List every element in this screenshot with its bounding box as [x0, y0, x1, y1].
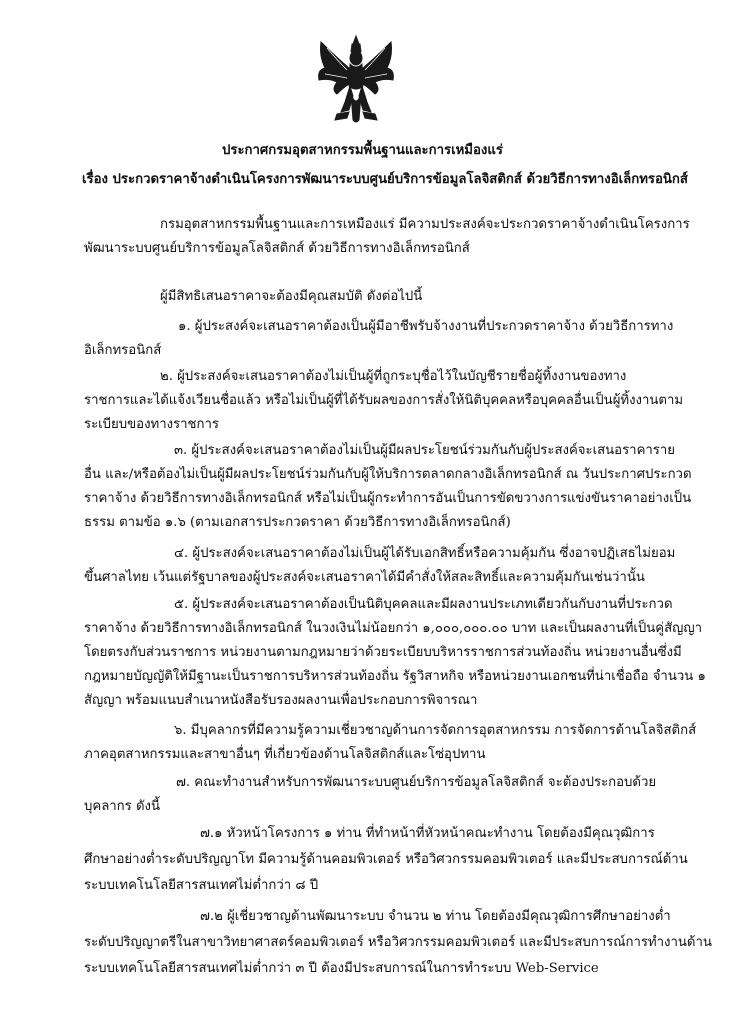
subitem-7-2-line-2: ระดับปริญญาตรีในสาขาวิทยาศาสตร์คอมพิวเตอร์ หรือวิศวกรรมคอมพิวเตอร์ และมีประสบการณ์การทำงานด้าน: [84, 935, 712, 950]
item-5-line-5: สัญญา พร้อมแนบสำเนาหนังสือรับรองผลงานเพื่อประกอบการพิจารณา: [84, 693, 478, 708]
item-2-line-2: ราชการและได้แจ้งเวียนชื่อแล้ว หรือไม่เป็นผู้ที่ได้รับผลของการสั่งให้นิติบุคคลหรือบุคคลอื่นเป็นผู้ทิ้งงานตาม: [84, 393, 684, 408]
item-3-line-2: อื่น และ/หรือต้องไม่เป็นผู้มีผลประโยชน์ร่วมกันกับผู้ให้บริการตลาดกลางอิเล็กทรอนิกส์ ณ วันประกาศประกวด: [84, 467, 692, 482]
subitem-7-1-line-1: ๗.๑ หัวหน้าโครงการ ๑ ท่าน ที่ทำหน้าที่หัวหน้าคณะทำงาน โดยต้องมีคุณวุฒิการ: [200, 826, 655, 841]
item-3-line-4: ธรรม ตามข้อ ๑.๖ (ตามเอกสารประกวดราคา ด้วยวิธีการทางอิเล็กทรอนิกส์): [84, 515, 511, 530]
item-2-line-3: ระเบียบของทางราชการ: [84, 417, 219, 432]
page-title: ประกาศกรมอุตสาหกรรมพื้นฐานและการเหมืองแร่: [222, 143, 503, 158]
item-5-line-2: ราคาจ้าง ด้วยวิธีการทางอิเล็กทรอนิกส์ ในวงเงินไม่น้อยกว่า ๑,๐๐๐,๐๐๐.๐๐ บาท และเป็นผลงานที่เป็นคู่สัญญา: [84, 621, 703, 636]
item-2-line-1: ๒. ผู้ประสงค์จะเสนอราคาต้องไม่เป็นผู้ที่ถูกระบุชื่อไว้ในบัญชีรายชื่อผู้ทิ้งงานของทาง: [160, 369, 627, 384]
intro-line-1: กรมอุตสาหกรรมพื้นฐานและการเหมืองแร่ มีความประสงค์จะประกวดราคาจ้างดำเนินโครงการ: [160, 217, 690, 232]
item-5-line-3: โดยตรงกับส่วนราชการ หน่วยงานตามกฎหมายว่าด้วยระเบียบบริหารราชการส่วนท้องถิ่น หน่วยงานอื่นซึ่งมี: [84, 645, 682, 660]
subitem-7-2-line-1: ๗.๒ ผู้เชี่ยวชาญด้านพัฒนาระบบ จำนวน ๒ ท่าน โดยต้องมีคุณวุฒิการศึกษาอย่างต่ำ: [200, 909, 671, 924]
item-1-line-1: ๑. ผู้ประสงค์จะเสนอราคาต้องเป็นผู้มีอาชีพรับจ้างงานที่ประกวดราคาจ้าง ด้วยวิธีการทาง: [178, 319, 674, 334]
item-3-line-3: ราคาจ้าง ด้วยวิธีการทางอิเล็กทรอนิกส์ หรือไม่เป็นผู้กระทำการอันเป็นการขัดขวางการแข่งขันราคาอย่างเป็น: [84, 491, 692, 506]
item-3-line-1: ๓. ผู้ประสงค์จะเสนอราคาต้องไม่เป็นผู้มีผลประโยชน์ร่วมกันกับผู้ประสงค์จะเสนอราคาราย: [174, 443, 676, 458]
subitem-7-2-line-3: ระบบเทคโนโลยีสารสนเทศไม่ต่ำกว่า ๓ ปี ต้องมีประสบการณ์ในการทำระบบ Web-Service: [84, 961, 599, 976]
item-1-line-2: อิเล็กทรอนิกส์: [84, 343, 162, 358]
qualifications-heading: ผู้มีสิทธิเสนอราคาจะต้องมีคุณสมบัติ ดังต่อไปนี้: [160, 289, 423, 304]
item-5-line-4: กฎหมายบัญญัติให้มีฐานะเป็นราชการบริหารส่วนท้องถิ่น รัฐวิสาหกิจ หรือหน่วยงานเอกชนที่น่าเชื่อถือ จำนวน ๑: [84, 669, 706, 684]
item-4-line-1: ๔. ผู้ประสงค์จะเสนอราคาต้องไม่เป็นผู้ได้รับเอกสิทธิ์หรือความคุ้มกัน ซึ่งอาจปฏิเสธไม่ยอม: [174, 546, 676, 561]
garuda-emblem-icon: [315, 34, 397, 126]
subject-line: เรื่อง ประกวดราคาจ้างดำเนินโครงการพัฒนาระบบศูนย์บริการข้อมูลโลจิสติกส์ ด้วยวิธีการทางอิเล็กทรอนิกส์: [82, 172, 688, 187]
intro-line-2: พัฒนาระบบศูนย์บริการข้อมูลโลจิสติกส์ ด้วยวิธีการทางอิเล็กทรอนิกส์: [84, 241, 470, 256]
item-6-line-1: ๖. มีบุคลากรที่มีความรู้ความเชี่ยวชาญด้านการจัดการอุตสาหกรรม การจัดการด้านโลจิสติกส์: [174, 723, 697, 738]
item-7-line-2: บุคลากร ดังนี้: [84, 799, 160, 814]
item-6-line-2: ภาคอุตสาหกรรมและสาขาอื่นๆ ที่เกี่ยวข้องด้านโลจิสติกส์และโซ่อุปทาน: [84, 747, 486, 762]
item-7-line-1: ๗. คณะทำงานสำหรับการพัฒนาระบบศูนย์บริการข้อมูลโลจิสติกส์ จะต้องประกอบด้วย: [176, 775, 657, 790]
subitem-7-1-line-3: ระบบเทคโนโลยีสารสนเทศไม่ต่ำกว่า ๘ ปี: [84, 878, 319, 893]
item-4-line-2: ขึ้นศาลไทย เว้นแต่รัฐบาลของผู้ประสงค์จะเสนอราคาได้มีคำสั่งให้สละสิทธิ์และความคุ้มกันเช่นว่านั้น: [84, 570, 645, 585]
item-5-line-1: ๕. ผู้ประสงค์จะเสนอราคาต้องเป็นนิติบุคคลและมีผลงานประเภทเดียวกันกับงานที่ประกวด: [174, 597, 673, 612]
subitem-7-1-line-2: ศึกษาอย่างต่ำระดับปริญญาโท มีความรู้ด้านคอมพิวเตอร์ หรือวิศวกรรมคอมพิวเตอร์ และมีประสบการณ์ด้าน: [84, 852, 688, 867]
